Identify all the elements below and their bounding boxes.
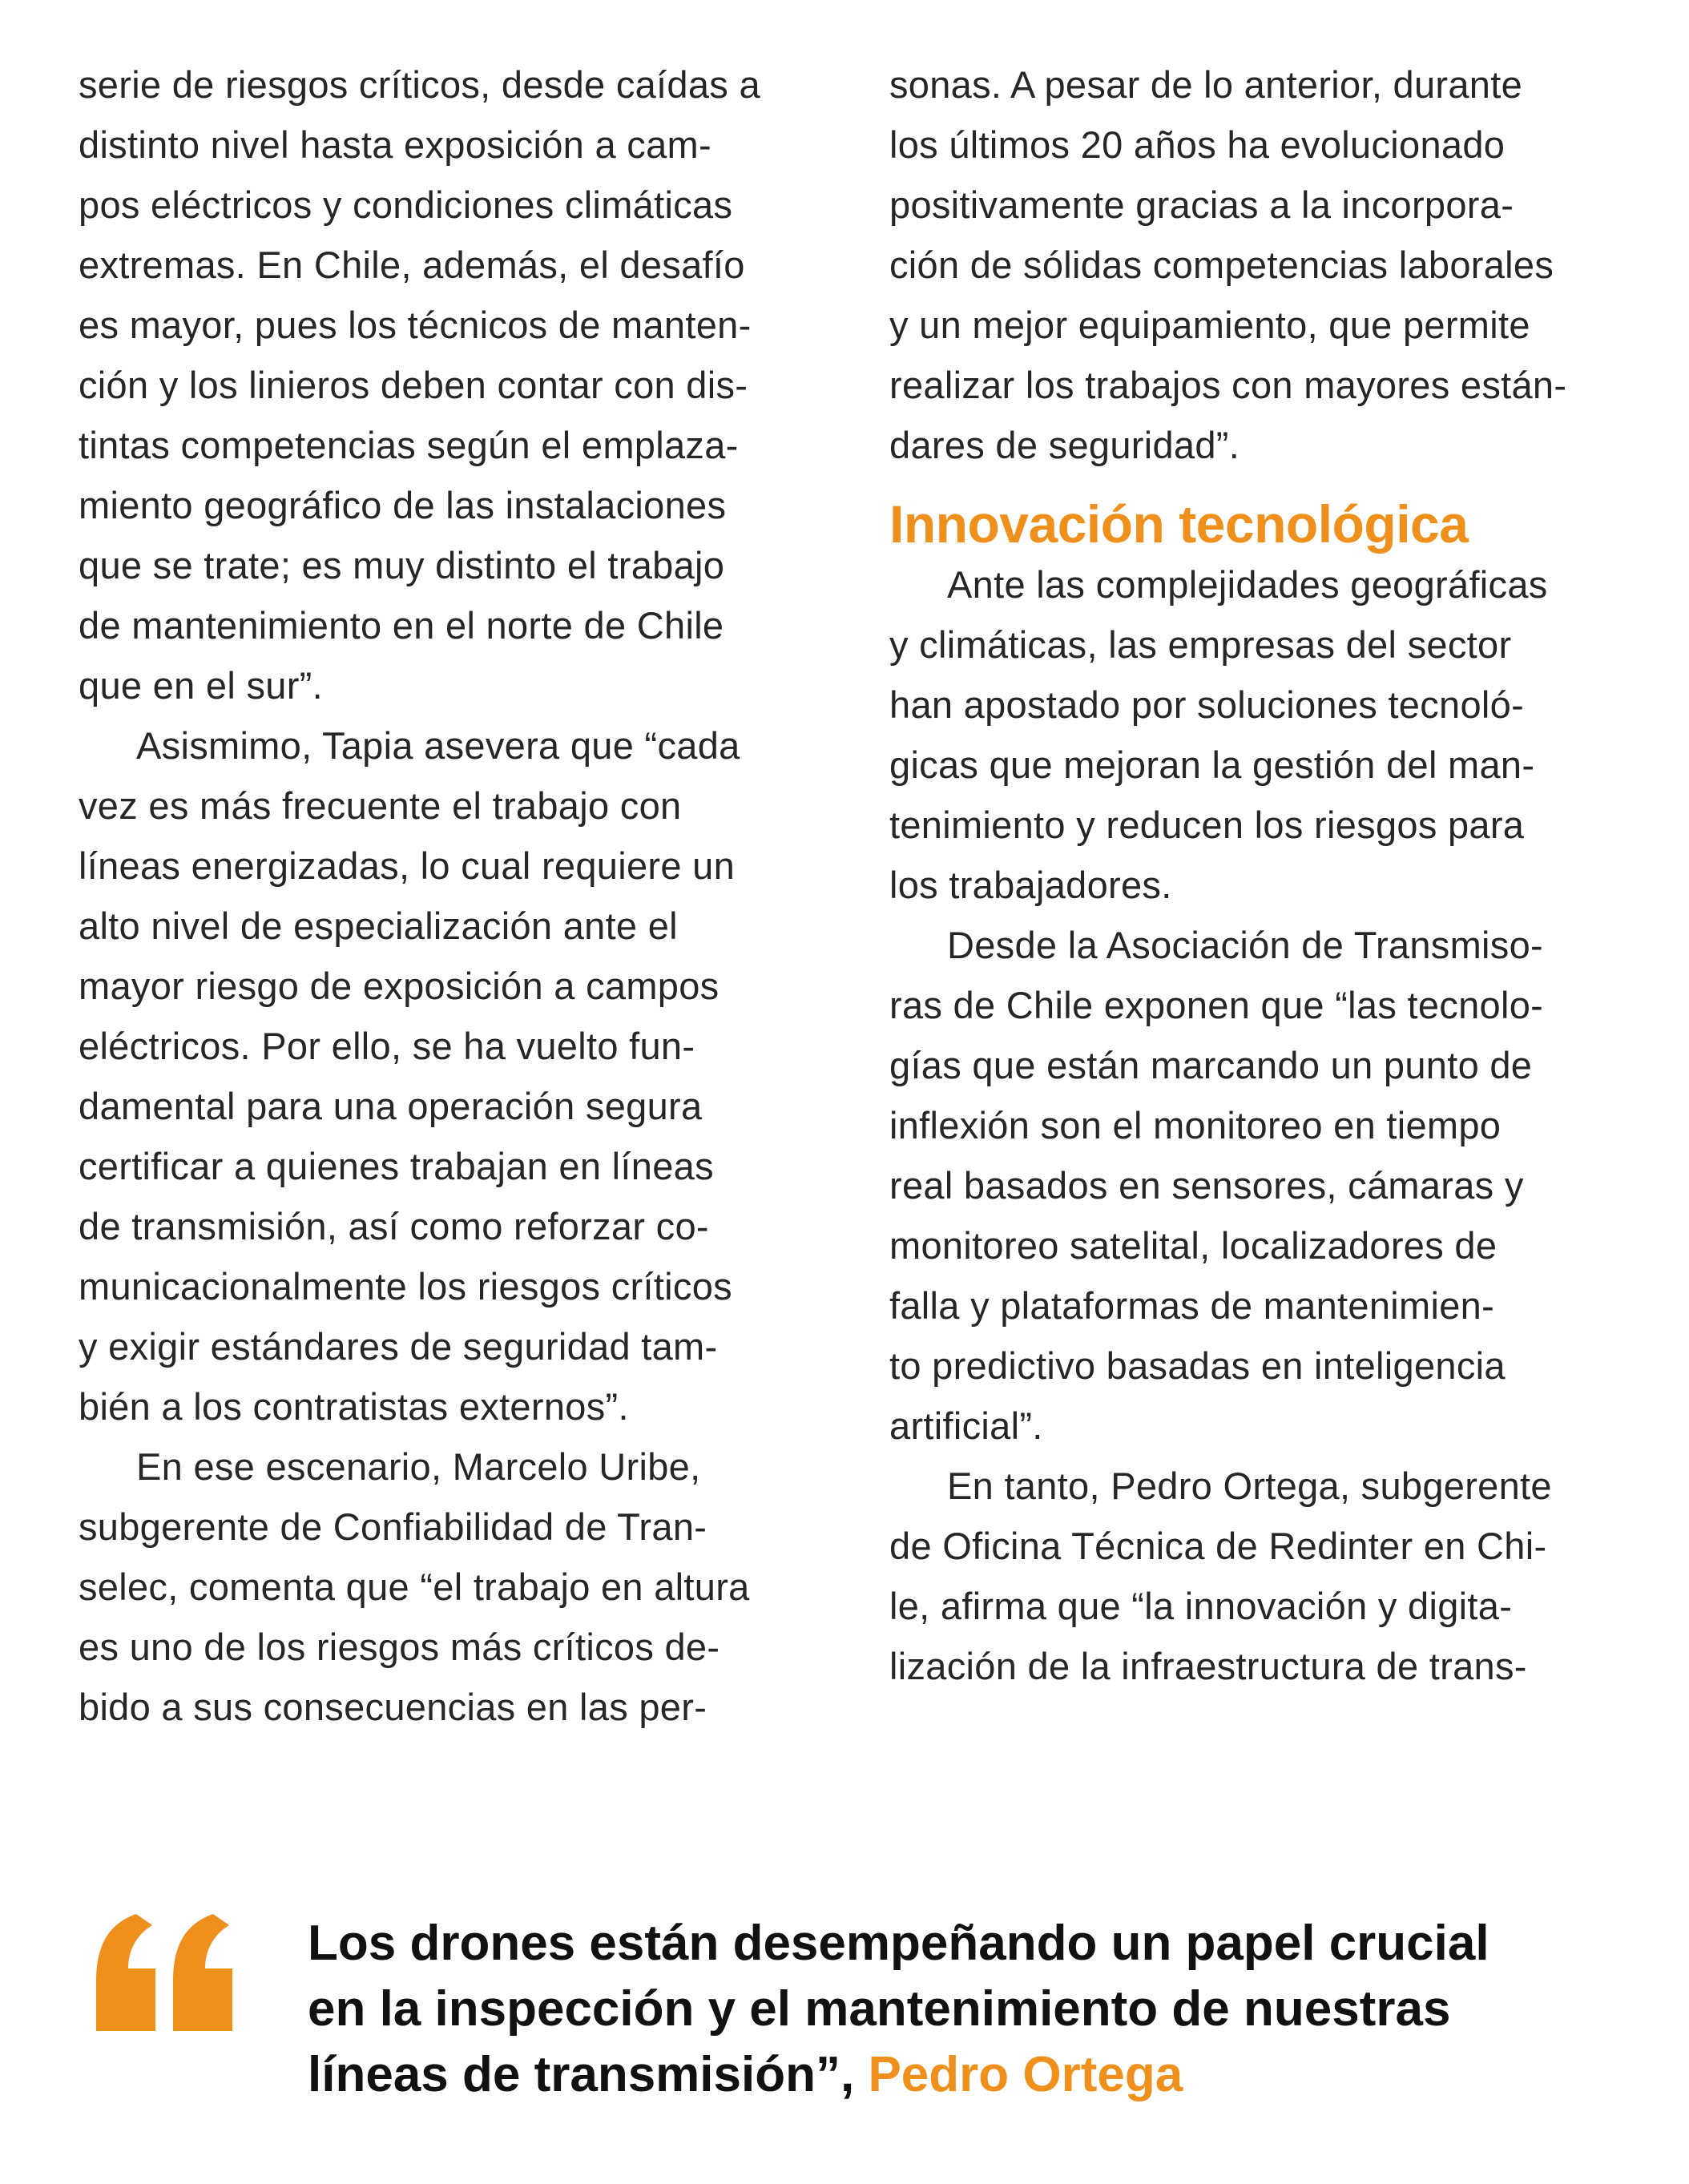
text-line: serie de riesgos críticos, desde caídas a — [79, 63, 760, 106]
pull-quote-line: Los drones están desempeñando un papel crucial — [308, 1916, 1489, 1971]
text-line: líneas energizadas, lo cual requiere un — [79, 844, 736, 887]
text-line: artificial”. — [889, 1404, 1043, 1447]
text-line: to predictivo basadas en inteligencia — [889, 1344, 1506, 1387]
text-line: sonas. A pesar de lo anterior, durante — [889, 63, 1523, 106]
text-line: tintas competencias según el emplaza- — [79, 424, 739, 466]
text-line: alto nivel de especialización ante el — [79, 905, 678, 947]
text-line: monitoreo satelital, localizadores de — [889, 1224, 1498, 1267]
text-line: y un mejor equipamiento, que permite — [889, 304, 1530, 346]
text-line: gicas que mejoran la gestión del man- — [889, 743, 1535, 786]
text-line: pos eléctricos y condiciones climáticas — [79, 183, 733, 226]
right-column-section-body — [889, 554, 1635, 1696]
text-line: Desde la Asociación de Transmiso- — [947, 924, 1543, 966]
pull-quote-text — [308, 1911, 1670, 2108]
text-line: ción y los linieros deben contar con dis- — [79, 364, 748, 406]
text-line: bido a sus consecuencias en las per- — [79, 1686, 707, 1728]
text-line: extremas. En Chile, además, el desafío — [79, 244, 745, 286]
text-line: es mayor, pues los técnicos de manten- — [79, 304, 752, 346]
left-column — [79, 54, 824, 1737]
text-line: Asismimo, Tapia asevera que “cada — [136, 724, 740, 767]
text-line: de mantenimiento en el norte de Chile — [79, 604, 724, 647]
right-column — [889, 54, 1635, 1696]
text-line: municacionalmente los riesgos críticos — [79, 1265, 732, 1308]
text-line: lización de la infraestructura de trans- — [889, 1645, 1527, 1687]
pull-quote-line-text: líneas de transmisión”, — [308, 2047, 855, 2102]
text-line: han apostado por soluciones tecnoló- — [889, 683, 1525, 726]
quote-mark-left — [96, 1914, 155, 2031]
quote-mark-right — [173, 1914, 232, 2031]
text-line: vez es más frecuente el trabajo con — [79, 784, 682, 827]
text-line: de transmisión, así como reforzar co- — [79, 1205, 709, 1247]
text-line: damental para una operación segura — [79, 1085, 703, 1127]
text-line: subgerente de Confiabilidad de Tran- — [79, 1505, 707, 1548]
pull-quote-author: Pedro Ortega — [868, 2047, 1183, 2102]
text-line: En ese escenario, Marcelo Uribe, — [136, 1445, 701, 1488]
text-line: distinto nivel hasta exposición a cam- — [79, 123, 711, 166]
text-line: le, afirma que “la innovación y digita- — [889, 1585, 1513, 1627]
right-column-intro — [889, 54, 1635, 475]
text-line: miento geográfico de las instalaciones — [79, 484, 727, 526]
text-line: En tanto, Pedro Ortega, subgerente — [947, 1465, 1552, 1507]
text-line: mayor riesgo de exposición a campos — [79, 965, 720, 1007]
text-line: es uno de los riesgos más críticos de- — [79, 1626, 720, 1668]
text-line: y exigir estándares de seguridad tam- — [79, 1325, 718, 1368]
pull-quote — [0, 1911, 1689, 2103]
text-line: dares de seguridad”. — [889, 424, 1240, 466]
text-line: que se trate; es muy distinto el trabajo — [79, 544, 725, 586]
text-line: los trabajadores. — [889, 864, 1172, 906]
text-line: tenimiento y reducen los riesgos para — [889, 804, 1525, 846]
text-line: bién a los contratistas externos”. — [79, 1385, 629, 1428]
pull-quote-line: en la inspección y el mantenimiento de nuestras — [308, 1981, 1451, 2037]
text-line: realizar los trabajos con mayores están- — [889, 364, 1567, 406]
text-line: inflexión son el monitoreo en tiempo — [889, 1104, 1502, 1146]
text-line: Ante las complejidades geográficas — [947, 563, 1548, 606]
text-line: real basados en sensores, cámaras y — [889, 1164, 1524, 1207]
text-line: eléctricos. Por ello, se ha vuelto fun- — [79, 1025, 695, 1067]
text-line: selec, comenta que “el trabajo en altura — [79, 1565, 750, 1608]
text-line: y climáticas, las empresas del sector — [889, 623, 1512, 666]
text-line: ras de Chile exponen que “las tecnolo- — [889, 984, 1544, 1026]
text-line: positivamente gracias a la incorpora- — [889, 183, 1514, 226]
open-quote-icon — [90, 1911, 242, 2039]
pull-quote-line — [308, 2042, 1670, 2108]
text-line: los últimos 20 años ha evolucionado — [889, 123, 1506, 166]
section-heading: Innovación tecnológica — [889, 494, 1469, 554]
text-line: ción de sólidas competencias laborales — [889, 244, 1554, 286]
text-line: gías que están marcando un punto de — [889, 1044, 1533, 1086]
text-line: que en el sur”. — [79, 664, 323, 707]
text-line: certificar a quienes trabajan en líneas — [79, 1145, 714, 1187]
text-line: falla y plataformas de mantenimien- — [889, 1284, 1495, 1327]
text-line: de Oficina Técnica de Redinter en Chi- — [889, 1525, 1547, 1567]
